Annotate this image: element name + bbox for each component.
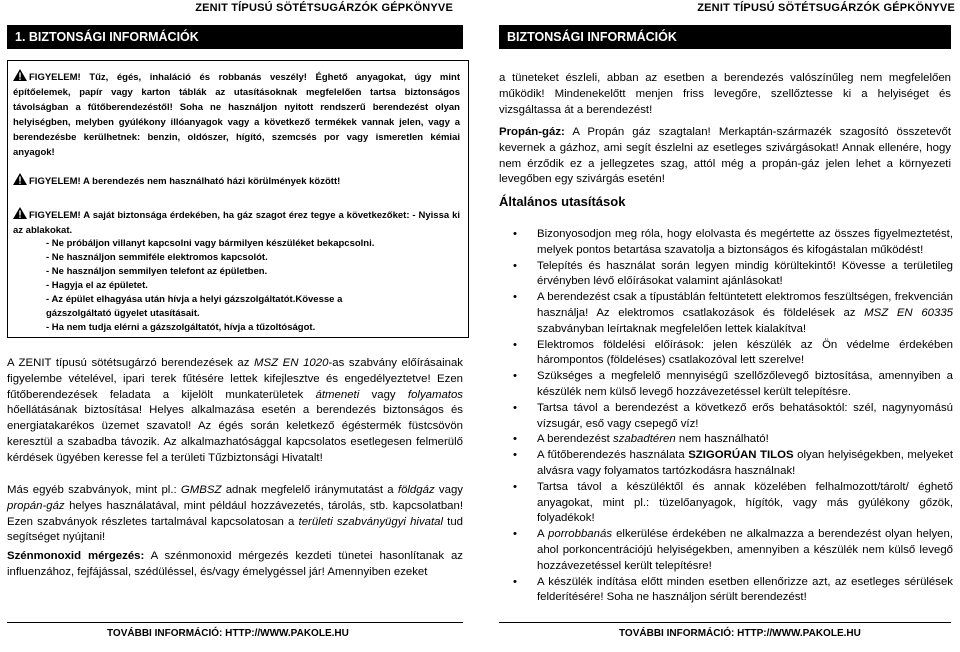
- list-item: • Szükséges a megfelelő mennyiségű szellőzőlevegő biztosítása, amennyiben a készülék nem külső levegő hozzávezetéssel került telepítésre.: [513, 369, 953, 401]
- paragraph-carbon-monoxide: Szénmonoxid mérgezés: A szénmonoxid mérgezés kezdeti tünetei hasonlítanak az influenzához, fejfájással, szédüléssel, és/vagy émelygéssel jár! Amennyiben ezeket: [7, 550, 463, 578]
- list-item: • A berendezést szabadtéren nem használható!: [513, 432, 953, 448]
- list-item: • Bizonyosodjon meg róla, hogy elolvasta és megértette az összes figyelmeztetést, melyek pontos betartása szavatolja a biztonságos és kifogástalan működést!: [513, 227, 953, 259]
- paragraph-propane: Propán-gáz: A Propán gáz szagtalan! Merkaptán-származék szagosító összetevőt kevernek a gázhoz, ami segít észlelni az esetleges szivárgásokat! Annak ellenére, hogy nem érződik ez a jellegzetes szag, attól még a propán-gáz jelen lehet a környezeti levegőben egy szivárgás esetén!: [499, 126, 951, 186]
- list-item: • A készülék indítása előtt minden esetben ellenőrizze azt, az esetleges sérülések felderítésére! Soha ne használjon sérült berendezést!: [513, 575, 953, 607]
- warning-triangle-icon: [13, 173, 27, 185]
- section-title-left: 1. BIZTONSÁGI INFORMÁCIÓK: [7, 25, 463, 49]
- list-item: • A berendezést csak a típustáblán feltüntetett elektromos feszültségen, frekvencián használja! Az elektromos csatlakozások és földelések az MSZ EN 60335 szabványban leírtaknak megfelelően lettek kialakítva!: [513, 290, 953, 337]
- list-item: - Ne használjon semmiféle elektromos kapcsolót.: [46, 252, 268, 263]
- list-item: • A porrobbanás elkerülése érdekében ne alkalmazza a berendezést olyan helyen, ahol porkoncentrációjú helyiségekben, amennyiben a készülék nem külső levegő hozzávezetéssel került telepítésre!: [513, 527, 953, 574]
- paragraph-symptoms-cont: a tüneteket észleli, abban az esetben a berendezés valószínűleg nem megfelelően működik! Mindenekelőtt menjen friss levegőre, szellőztesse ki a helyiséget és vizsgáltassa át a berendezést!: [499, 72, 951, 116]
- general-instructions-heading: Általános utasítások: [499, 194, 626, 209]
- footer-right: TOVÁBBI INFORMÁCIÓ: HTTP://WWW.PAKOLE.HU: [619, 628, 861, 639]
- list-item: • Tartsa távol a készüléktől és annak közelében felhalmozott/tárolt/ éghető anyagokat, mint pl.: tüzelőanyagok, hígítók, vagy más gyúlékony gőzök, folyadékok!: [513, 480, 953, 527]
- running-header-right: ZENIT TÍPUSÚ SÖTÉTSUGÁRZÓK GÉPKÖNYVE: [697, 2, 955, 14]
- warning-triangle-icon: [13, 207, 27, 219]
- list-item: - Az épület elhagyása után hívja a helyi gázszolgáltatót.Kövesse a: [46, 294, 343, 305]
- gas-smell-steps: [46, 237, 460, 335]
- warning-domestic: FIGYELEM! A berendezés nem használható házi körülmények között!: [13, 173, 460, 189]
- list-item: • Elektromos földelési előírások: jelen készülék az Ön védelme érdekében hárompontos (földeléses) csatlakozóval lett szerelve!: [513, 338, 953, 370]
- list-item: - Hagyja el az épületet.: [46, 280, 148, 291]
- list-item: - Ne használjon semmilyen telefont az épületben.: [46, 266, 268, 277]
- paragraph-standards: A ZENIT típusú sötétsugárzó berendezések az MSZ EN 1020-as szabvány előírásainak figyelembe vételével, ipari terek fűtésére lettek kifejlesztve és engedélyeztetve! Ezen fűtőberendezések feladata a kijelölt munkaterületek átmeneti vagy folyamatos hőellátásának biztosítása! Helyes alkalmazása esetén a berendezés biztonságos és energiatakarékos üzemet szavatol! Az égés során keletkező égéstermék füstcsövön keresztül a szabadba távozik. Az alkalmazhatósággal kapcsolatos esetlegesen felmerülő kérdések ügyében keresse fel a területi Tűzbiztonsági Hivatalt!: [7, 357, 464, 464]
- list-item: • Telepítés és használat során legyen mindig körültekintő! Kövesse a területileg érvényben lévő előírásokat valamint ajánlásokat!: [513, 259, 953, 291]
- list-item: gázszolgáltató ügyelet utasításait.: [46, 308, 200, 319]
- warning-triangle-icon: [13, 69, 27, 81]
- warning-gas-smell: FIGYELEM! A saját biztonsága érdekében, ha gáz szagot érez tegye a következőket: - Nyissa ki az ablakokat.: [13, 207, 460, 238]
- running-header-left: ZENIT TÍPUSÚ SÖTÉTSUGÁRZÓK GÉPKÖNYVE: [195, 2, 453, 14]
- list-item: • A fűtőberendezés használata SZIGORÚAN TILOS olyan helyiségekben, melyeket alvásra vagy folyamatos tartózkodásra használnak!: [513, 448, 953, 480]
- paragraph-other-standards: Más egyéb szabványok, mint pl.: GMBSZ adnak megfelelő iránymutatást a földgáz vagy propán-gáz helyes használatával, mint például hozzávezetés, tárolás, stb. kapcsolatban! Ezen szabványok részletes tartalmával kapcsolatosan a területi szabványügyi hivatal tud segítséget nyújtani!: [7, 484, 464, 544]
- list-item: - Ne próbáljon villanyt kapcsolni vagy bármilyen készüléket bekapcsolni.: [46, 238, 375, 249]
- right-page: [499, 0, 955, 652]
- list-item: - Ha nem tudja elérni a gázszolgáltatót, hívja a tűzoltóságot.: [46, 322, 316, 333]
- left-page: [7, 0, 463, 652]
- section-title-right: BIZTONSÁGI INFORMÁCIÓK: [499, 25, 951, 49]
- warning-box: [7, 60, 469, 338]
- warning-fire: FIGYELEM! Tűz, égés, inhaláció és robbanás veszély! Éghető anyagokat, úgy mint építőelemek, papír vagy karton táblák az utasításoknak megfelelően tartsa biztonságos távolságban a fűtőberendezéstől! Soha ne használjon nyitott rendszerű berendezést olyan helyiségben, melyben gyúlékony illóanyagok vagy a következő termékek vannak jelen, vagy a berendezésbe kerülhetnek: benzin, oldószer, hígító, szemcsés por vagy ismeretlen kémiai anyagok!: [13, 69, 460, 160]
- list-item: • Tartsa távol a berendezést a következő erős behatásoktól: szél, nagynyomású vízsugár, eső vagy csepegő víz!: [513, 401, 953, 433]
- footer-left: TOVÁBBI INFORMÁCIÓ: HTTP://WWW.PAKOLE.HU: [107, 628, 349, 639]
- general-instructions-list: [513, 227, 953, 606]
